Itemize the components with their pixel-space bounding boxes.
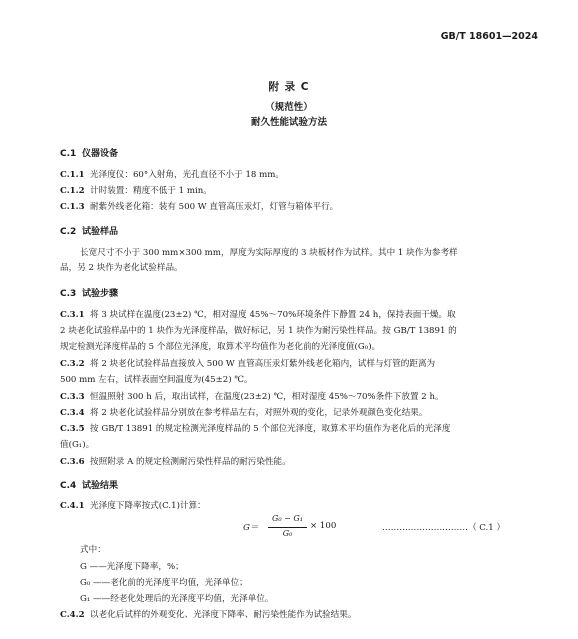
item-c-3-2-line-2: 500 mm 左右，试样表面空间温度为(45±2) ℃。	[60, 375, 253, 385]
section-c3-heading	[60, 286, 118, 299]
item-number: C.3.2	[60, 359, 85, 369]
section-title: 试验步骤	[82, 289, 119, 299]
section-c2-heading	[60, 224, 118, 237]
legend-g1: G₁ ——经老化处理后的光泽度平均值，光泽单位。	[80, 594, 274, 604]
item-number: C.4.2	[60, 610, 85, 620]
item-c-1-1	[60, 168, 284, 180]
item-text: 耐紫外线老化箱：装有 500 W 直管高压汞灯，灯管与箱体平行。	[90, 202, 339, 212]
section-number: C.4	[60, 481, 77, 491]
item-number: C.1.2	[60, 186, 85, 196]
appendix-name: 耐久性能试验方法	[250, 117, 327, 128]
item-text: 按 GB/T 13891 的规定检测光泽度样品的 5 个部位光泽度，取算术平均值作为老化后的光泽度	[90, 424, 451, 434]
item-c-3-1-line-2: 2 块老化试验样品中的 1 块作为光泽度样品，做好标记，另 1 块作为耐污染性样品。按 GB/T 13891 的	[60, 326, 457, 336]
item-c-4-1	[60, 499, 206, 511]
item-c-3-1	[60, 308, 456, 320]
appendix-title: 附 录 C	[268, 81, 310, 93]
item-text: 光泽度下降率按式(C.1)计算：	[90, 501, 206, 511]
item-c-3-5	[60, 422, 450, 434]
item-text: 将 3 块试样在温度(23±2) ℃，相对湿度 45%～70%环境条件下静置 24 h，保持表面干燥。取	[90, 310, 456, 320]
item-number: C.1.1	[60, 170, 85, 180]
formula-numerator: G₀ − G₁	[272, 514, 303, 523]
item-c-3-6	[60, 455, 291, 467]
formula-denominator: G₀	[282, 529, 293, 538]
section-number: C.3	[60, 289, 77, 299]
item-number: C.3.1	[60, 310, 85, 320]
legend-g: G ——光泽度下降率，%；	[80, 562, 184, 572]
item-number: C.1.3	[60, 202, 85, 212]
item-text: 将 2 块老化试验样品分别放在参考样品左右，对照外观的变化，记录外观颜色变化结果。	[90, 408, 428, 418]
item-c-3-1-line-3: 规定检测光泽度样品的 5 个部位光泽度，取算术平均值作为老化前的光泽度值(G₀)。	[60, 342, 381, 352]
item-text: 恒温照射 300 h 后，取出试样，在温度(23±2) ℃，相对湿度 45%～70%条件下放置 2 h。	[90, 392, 444, 402]
fraction-bar	[268, 527, 307, 528]
c2-paragraph-line-1: 长宽尺寸不小于 300 mm×300 mm，厚度为实际厚度的 3 块板材作为试样。其中 1 块作为参考样	[80, 248, 458, 258]
item-c-3-3	[60, 390, 444, 402]
section-number: C.1	[60, 149, 77, 159]
item-text: 将 2 块老化试验样品直接放入 500 W 直管高压汞灯紫外线老化箱内，试样与灯管的距离为	[90, 359, 436, 369]
appendix-nature: （规范性）	[265, 102, 313, 113]
item-number: C.3.6	[60, 457, 85, 467]
item-c-1-3	[60, 200, 338, 212]
item-c-4-2	[60, 608, 356, 620]
item-c-3-2	[60, 357, 435, 369]
item-text: 按照附录 A 的规定检测耐污染性样品的耐污染性能。	[90, 457, 291, 467]
item-text: 光泽度仪：60°入射角，光孔直径不小于 18 mm。	[90, 170, 285, 180]
item-text: 计时装置：精度不低于 1 min。	[90, 186, 212, 196]
formula-multiplier: × 100	[310, 521, 337, 531]
formula-lhs: G＝	[243, 523, 259, 533]
item-text: 以老化后试样的外观变化、光泽度下降率、耐污染性能作为试验结果。	[90, 610, 357, 620]
legend-intro: 式中：	[80, 545, 106, 555]
item-number: C.3.4	[60, 408, 85, 418]
section-c1-heading	[60, 146, 118, 159]
c2-paragraph-line-2: 品，另 2 块作为老化试验样品。	[60, 263, 183, 273]
item-c-1-2	[60, 184, 212, 196]
section-title: 试验结果	[82, 481, 119, 491]
item-number: C.3.5	[60, 424, 85, 434]
formula-label: …………………………（ C.1 ）	[382, 523, 506, 533]
item-c-3-4	[60, 406, 428, 418]
legend-g0: G₀ ——老化前的光泽度平均值，光泽单位；	[80, 578, 248, 588]
section-c4-heading	[60, 478, 118, 491]
section-title: 仪器设备	[82, 149, 119, 159]
item-number: C.4.1	[60, 501, 85, 511]
item-c-3-5-line-2: 值(G₁)。	[60, 440, 95, 450]
standard-code: GB/T 18601—2024	[440, 31, 538, 42]
section-number: C.2	[60, 227, 77, 237]
item-number: C.3.3	[60, 392, 85, 402]
section-title: 试验样品	[82, 227, 119, 237]
